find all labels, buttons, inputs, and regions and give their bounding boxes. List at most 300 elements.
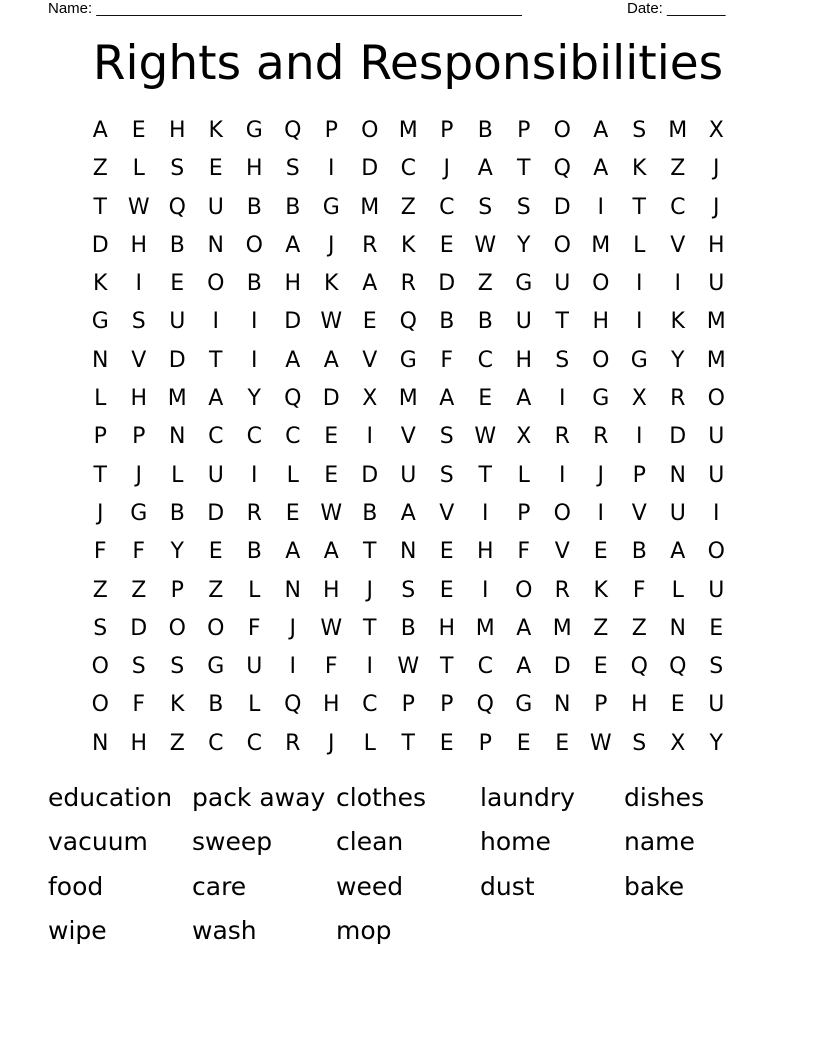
grid-cell: T — [478, 462, 492, 488]
grid-cell: P — [324, 118, 338, 143]
grid-cell: W — [474, 424, 497, 450]
grid-cell: Q — [168, 194, 186, 220]
grid-cell: A — [516, 386, 532, 412]
grid-cell: O — [245, 232, 263, 258]
grid-cell: I — [559, 386, 566, 412]
grid-cell: R — [554, 577, 570, 603]
grid-cell: O — [592, 271, 610, 297]
grid-cell: Y — [709, 730, 723, 756]
word-bank-item: food — [48, 871, 104, 901]
grid-cell: Z — [477, 271, 493, 297]
grid-cell: S — [439, 424, 454, 450]
grid-cell: W — [127, 194, 150, 220]
grid-cell: F — [132, 692, 146, 718]
grid-cell: F — [440, 347, 454, 373]
grid-cell: M — [398, 386, 418, 412]
grid-cell: S — [516, 194, 531, 220]
grid-cell: D — [130, 615, 148, 641]
grid-cell: C — [477, 654, 493, 680]
grid-cell: I — [482, 577, 489, 603]
word-bank-item: education — [48, 783, 173, 812]
grid-cell: A — [208, 386, 224, 412]
grid-cell: G — [592, 386, 610, 412]
grid-cell: X — [362, 386, 378, 412]
grid-cell: P — [93, 424, 107, 450]
grid-cell: I — [636, 309, 643, 335]
grid-cell: T — [93, 462, 107, 488]
grid-cell: S — [632, 730, 647, 756]
grid-cell: D — [168, 347, 186, 373]
name-field: Name: ___________________________________________________ — [48, 0, 522, 17]
grid-cell: C — [246, 424, 262, 450]
grid-cell: U — [708, 692, 725, 718]
grid-cell: E — [170, 271, 185, 297]
grid-cell: W — [589, 730, 612, 756]
grid-cell: I — [713, 500, 720, 526]
grid-cell: L — [94, 386, 107, 412]
grid-cell: P — [132, 424, 146, 450]
grid-cell: K — [670, 309, 685, 335]
grid-cell: U — [207, 194, 224, 220]
grid-cell: W — [320, 309, 343, 335]
grid-cell: E — [131, 118, 146, 143]
grid-cell: A — [400, 500, 416, 526]
grid-cell: L — [132, 156, 145, 182]
grid-cell: P — [632, 462, 646, 488]
grid-cell: O — [168, 615, 186, 641]
grid-cell: W — [320, 615, 343, 641]
grid-cell: U — [207, 462, 224, 488]
grid-cell: F — [132, 539, 146, 565]
letter-grid — [81, 112, 736, 763]
grid-cell: J — [366, 577, 373, 603]
grid-cell: I — [636, 271, 643, 297]
grid-cell: X — [708, 118, 724, 143]
grid-cell: Y — [247, 386, 261, 412]
grid-cell: I — [366, 654, 373, 680]
grid-cell: J — [328, 232, 335, 258]
grid-cell: E — [439, 577, 454, 603]
grid-cell: A — [323, 347, 339, 373]
grid-cell: K — [93, 271, 108, 297]
grid-cell: Q — [284, 118, 302, 143]
grid-cell: E — [324, 424, 339, 450]
grid-cell: O — [553, 118, 571, 143]
grid-cell: B — [246, 194, 262, 220]
header-row — [48, 0, 748, 20]
grid-cell: D — [553, 194, 571, 220]
grid-cell: S — [170, 156, 185, 182]
grid-cell: C — [670, 194, 686, 220]
grid-cell: U — [400, 462, 417, 488]
grid-cell: U — [554, 271, 571, 297]
grid-cell: E — [593, 539, 608, 565]
grid-cell: E — [208, 539, 223, 565]
grid-cell: I — [251, 309, 258, 335]
grid-cell: H — [592, 309, 610, 335]
grid-cell: I — [289, 654, 296, 680]
grid-cell: S — [285, 156, 300, 182]
grid-cell: K — [208, 118, 223, 143]
grid-cell: Q — [399, 309, 417, 335]
grid-cell: B — [439, 309, 455, 335]
grid-cell: H — [130, 730, 148, 756]
grid-cell: H — [245, 156, 263, 182]
grid-cell: U — [515, 309, 532, 335]
grid-cell: H — [476, 539, 494, 565]
grid-cell: M — [398, 118, 418, 143]
grid-cell: D — [669, 424, 687, 450]
grid-cell: J — [289, 615, 296, 641]
grid-cell: S — [709, 654, 724, 680]
grid-cell: Z — [131, 577, 147, 603]
grid-cell: J — [97, 500, 104, 526]
grid-cell: I — [482, 500, 489, 526]
grid-cell: L — [517, 462, 530, 488]
word-bank-item: vacuum — [48, 827, 148, 857]
grid-cell: U — [708, 271, 725, 297]
grid-cell: V — [670, 232, 686, 258]
grid-cell: M — [475, 615, 495, 641]
grid-cell: G — [207, 654, 225, 680]
grid-cell: Q — [476, 692, 494, 718]
grid-cell: I — [251, 347, 258, 373]
grid-cell: O — [553, 500, 571, 526]
grid-cell: M — [591, 232, 611, 258]
grid-cell: S — [93, 615, 108, 641]
grid-cell: X — [516, 424, 532, 450]
word-bank-item: wipe — [48, 915, 107, 945]
grid-cell: G — [91, 309, 109, 335]
grid-cell: S — [632, 118, 647, 143]
grid-cell: Z — [92, 577, 108, 603]
grid-cell: A — [285, 347, 301, 373]
grid-cell: E — [439, 730, 454, 756]
grid-cell: J — [713, 156, 720, 182]
grid-cell: M — [167, 386, 187, 412]
grid-cell: K — [401, 232, 416, 258]
grid-cell: B — [285, 194, 301, 220]
grid-cell: E — [362, 309, 377, 335]
word-bank-item: wash — [192, 915, 257, 945]
grid-cell: G — [630, 347, 648, 373]
grid-cell: L — [363, 730, 376, 756]
grid-cell: I — [674, 271, 681, 297]
grid-cell: E — [285, 500, 300, 526]
grid-cell: H — [130, 232, 148, 258]
grid-cell: U — [669, 500, 686, 526]
grid-cell: I — [597, 194, 604, 220]
grid-cell: S — [555, 347, 570, 373]
page-title: Rights and Responsibilities — [92, 36, 724, 91]
grid-cell: A — [92, 118, 108, 143]
word-bank-item: name — [624, 827, 695, 857]
grid-cell: G — [515, 271, 533, 297]
grid-cell: S — [131, 309, 146, 335]
grid-cell: H — [515, 347, 533, 373]
grid-cell: E — [478, 386, 493, 412]
word-bank-item: weed — [336, 871, 404, 901]
grid-cell: E — [439, 232, 454, 258]
grid-cell: Z — [92, 156, 108, 182]
grid-cell: T — [632, 194, 646, 220]
word-bank-item: clean — [336, 827, 404, 857]
grid-cell: P — [517, 118, 531, 143]
word-bank — [48, 776, 768, 953]
grid-cell: F — [517, 539, 531, 565]
grid-cell: C — [246, 730, 262, 756]
grid-cell: E — [709, 615, 724, 641]
grid-cell: T — [555, 309, 569, 335]
grid-cell: Q — [284, 692, 302, 718]
date-field: Date: _______ — [627, 0, 726, 17]
grid-cell: E — [324, 462, 339, 488]
grid-cell: V — [362, 347, 378, 373]
grid-cell: U — [246, 654, 263, 680]
grid-cell: O — [553, 232, 571, 258]
grid-cell: J — [597, 462, 604, 488]
word-bank-item: laundry — [480, 783, 575, 812]
grid-cell: K — [170, 692, 185, 718]
grid-cell: A — [477, 156, 493, 182]
grid-cell: I — [559, 462, 566, 488]
grid-cell: D — [438, 271, 456, 297]
grid-cell: B — [631, 539, 647, 565]
grid-cell: I — [212, 309, 219, 335]
grid-cell: O — [91, 692, 109, 718]
grid-cell: J — [443, 156, 450, 182]
grid-cell: T — [401, 730, 415, 756]
grid-cell: A — [323, 539, 339, 565]
grid-cell: Y — [517, 232, 531, 258]
grid-cell: O — [515, 577, 533, 603]
grid-cell: N — [669, 462, 686, 488]
grid-cell: O — [91, 654, 109, 680]
grid-cell: I — [597, 500, 604, 526]
grid-cell: D — [207, 500, 225, 526]
grid-cell: A — [593, 156, 609, 182]
grid-cell: P — [170, 577, 184, 603]
grid-cell: R — [554, 424, 570, 450]
grid-cell: I — [366, 424, 373, 450]
grid-cell: N — [92, 730, 109, 756]
grid-cell: U — [169, 309, 186, 335]
grid-cell: D — [361, 156, 379, 182]
grid-cell: Y — [170, 539, 184, 565]
grid-cell: P — [517, 500, 531, 526]
grid-cell: C — [439, 194, 455, 220]
grid-cell: H — [168, 118, 186, 143]
grid-cell: G — [322, 194, 340, 220]
grid-cell: I — [328, 156, 335, 182]
grid-cell: O — [707, 539, 725, 565]
grid-cell: H — [322, 577, 340, 603]
grid-cell: A — [516, 615, 532, 641]
grid-cell: S — [170, 654, 185, 680]
grid-cell: N — [669, 615, 686, 641]
grid-cell: D — [553, 654, 571, 680]
grid-cell: E — [208, 156, 223, 182]
grid-cell: N — [92, 347, 109, 373]
grid-cell: T — [209, 347, 223, 373]
grid-cell: C — [285, 424, 301, 450]
grid-cell: B — [477, 309, 493, 335]
grid-cell: R — [670, 386, 686, 412]
grid-cell: O — [707, 386, 725, 412]
grid-cell: L — [248, 692, 261, 718]
word-bank-item: pack away — [192, 783, 326, 812]
grid-cell: Q — [630, 654, 648, 680]
grid-cell: H — [630, 692, 648, 718]
grid-cell: G — [515, 692, 533, 718]
grid-cell: F — [93, 539, 107, 565]
grid-cell: S — [131, 654, 146, 680]
grid-cell: K — [324, 271, 339, 297]
grid-cell: Q — [669, 654, 687, 680]
grid-cell: L — [671, 577, 684, 603]
grid-cell: U — [708, 462, 725, 488]
grid-cell: G — [399, 347, 417, 373]
grid-cell: Q — [553, 156, 571, 182]
grid-cell: B — [169, 232, 185, 258]
word-bank-item: dishes — [624, 783, 705, 812]
grid-cell: I — [251, 462, 258, 488]
grid-cell: E — [516, 730, 531, 756]
grid-cell: E — [439, 539, 454, 565]
grid-cell: P — [440, 118, 454, 143]
grid-cell: Z — [400, 194, 416, 220]
grid-cell: F — [632, 577, 646, 603]
grid-cell: A — [285, 232, 301, 258]
grid-cell: N — [207, 232, 224, 258]
grid-cell: J — [713, 194, 720, 220]
grid-cell: B — [477, 118, 493, 143]
grid-cell: M — [668, 118, 688, 143]
grid-cell: U — [708, 424, 725, 450]
grid-cell: P — [594, 692, 608, 718]
grid-cell: S — [478, 194, 493, 220]
grid-cell: E — [555, 730, 570, 756]
grid-cell: A — [516, 654, 532, 680]
grid-cell: A — [670, 539, 686, 565]
grid-cell: D — [361, 462, 379, 488]
grid-cell: Q — [284, 386, 302, 412]
grid-cell: L — [171, 462, 184, 488]
grid-cell: U — [708, 577, 725, 603]
word-bank-item: clothes — [336, 783, 427, 812]
grid-cell: B — [362, 500, 378, 526]
grid-cell: P — [478, 730, 492, 756]
grid-cell: N — [169, 424, 186, 450]
grid-cell: Y — [671, 347, 685, 373]
grid-cell: F — [247, 615, 261, 641]
grid-cell: D — [284, 309, 302, 335]
grid-cell: V — [554, 539, 570, 565]
grid-cell: O — [361, 118, 379, 143]
grid-cell: B — [246, 271, 262, 297]
grid-cell: Z — [631, 615, 647, 641]
grid-cell: I — [135, 271, 142, 297]
grid-cell: M — [360, 194, 380, 220]
grid-cell: K — [632, 156, 647, 182]
grid-cell: Z — [169, 730, 185, 756]
grid-cell: A — [285, 539, 301, 565]
grid-cell: R — [362, 232, 378, 258]
grid-cell: T — [517, 156, 531, 182]
grid-cell: C — [477, 347, 493, 373]
grid-cell: C — [208, 730, 224, 756]
grid-cell: S — [401, 577, 416, 603]
grid-cell: N — [400, 539, 417, 565]
grid-cell: R — [285, 730, 301, 756]
grid-cell: P — [401, 692, 415, 718]
grid-cell: V — [631, 500, 647, 526]
grid-cell: Z — [670, 156, 686, 182]
word-bank-item: sweep — [192, 827, 273, 857]
grid-cell: W — [474, 232, 497, 258]
grid-cell: B — [208, 692, 224, 718]
grid-cell: B — [169, 500, 185, 526]
word-bank-item: bake — [624, 871, 685, 901]
grid-cell: H — [130, 386, 148, 412]
grid-cell: J — [135, 462, 142, 488]
grid-cell: R — [400, 271, 416, 297]
grid-cell: N — [284, 577, 301, 603]
grid-cell: A — [439, 386, 455, 412]
grid-cell: X — [631, 386, 647, 412]
grid-cell: C — [400, 156, 416, 182]
grid-cell: M — [706, 309, 726, 335]
grid-cell: B — [400, 615, 416, 641]
grid-cell: Z — [208, 577, 224, 603]
grid-cell: T — [363, 615, 377, 641]
grid-cell: N — [554, 692, 571, 718]
grid-cell: W — [397, 654, 420, 680]
grid-cell: V — [400, 424, 416, 450]
grid-cell: X — [670, 730, 686, 756]
grid-cell: O — [207, 271, 225, 297]
grid-cell: H — [707, 232, 725, 258]
grid-cell: E — [593, 654, 608, 680]
grid-cell: G — [245, 118, 263, 143]
grid-cell: E — [670, 692, 685, 718]
grid-cell: C — [362, 692, 378, 718]
grid-cell: W — [320, 500, 343, 526]
word-bank-item: mop — [336, 915, 392, 945]
grid-cell: F — [324, 654, 338, 680]
grid-cell: H — [284, 271, 302, 297]
grid-cell: H — [322, 692, 340, 718]
grid-cell: H — [438, 615, 456, 641]
grid-cell: Z — [593, 615, 609, 641]
grid-cell: T — [93, 194, 107, 220]
grid-cell: D — [91, 232, 109, 258]
grid-cell: I — [636, 424, 643, 450]
word-bank-item: dust — [480, 871, 535, 901]
grid-cell: J — [328, 730, 335, 756]
grid-cell: L — [286, 462, 299, 488]
grid-cell: D — [322, 386, 340, 412]
grid-cell: O — [592, 347, 610, 373]
grid-cell: S — [439, 462, 454, 488]
grid-cell: M — [706, 347, 726, 373]
word-bank-item: care — [192, 871, 247, 901]
grid-cell: R — [593, 424, 609, 450]
grid-cell: O — [207, 615, 225, 641]
grid-cell: R — [246, 500, 262, 526]
word-bank-item: home — [480, 827, 551, 857]
grid-cell: C — [208, 424, 224, 450]
